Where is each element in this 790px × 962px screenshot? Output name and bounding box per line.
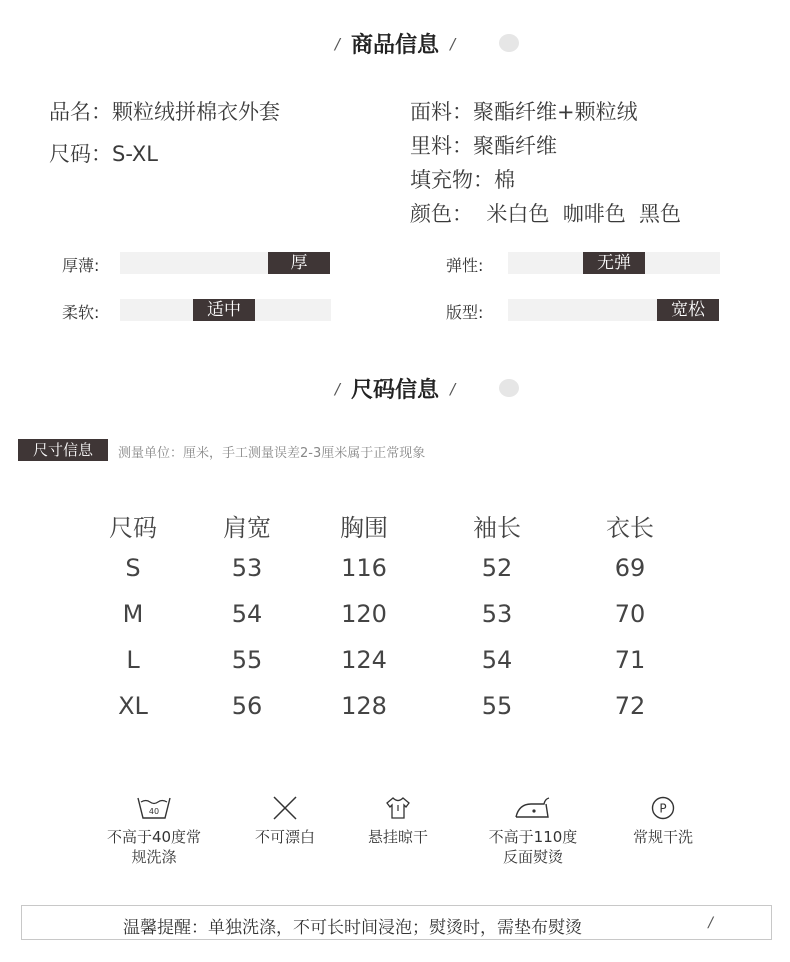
care-iron — [478, 795, 588, 867]
iron-label-line2: 反面熨烫 — [502, 848, 563, 866]
iron-label-line1: 不高于110度 — [488, 828, 578, 846]
table-cell: 69 — [614, 554, 646, 582]
table-header-row — [0, 508, 790, 554]
fit-label: 版型: — [446, 303, 484, 322]
table-row — [0, 646, 790, 692]
softness-label: 柔软: — [62, 303, 100, 322]
care-dry-clean — [622, 795, 704, 847]
reminder-box — [21, 905, 772, 940]
table-cell: 124 — [341, 646, 387, 674]
product-info-title — [0, 28, 790, 59]
table-row — [0, 600, 790, 646]
dry-clean-letter: P — [659, 801, 667, 816]
care-no-bleach — [245, 795, 325, 847]
no-bleach-label: 不可漂白 — [254, 828, 315, 846]
table-cell: 72 — [614, 692, 646, 720]
table-cell: 116 — [341, 554, 387, 582]
care-hang-dry — [358, 795, 438, 847]
elasticity-label: 弹性: — [446, 256, 484, 275]
elasticity-value: 无弹 — [583, 252, 645, 274]
table-cell: 54 — [231, 600, 263, 628]
table-cell: 52 — [481, 554, 513, 582]
table-cell: 54 — [481, 646, 513, 674]
product-fabric: 面料：聚酯纤维+颗粒绒 — [410, 100, 638, 124]
product-info-heading: 商品信息 — [350, 33, 439, 58]
table-row — [0, 692, 790, 738]
product-filling: 填充物：棉 — [410, 168, 515, 192]
size-info-heading: 尺码信息 — [350, 378, 439, 403]
no-bleach-icon — [271, 795, 299, 821]
table-cell: 53 — [231, 554, 263, 582]
thickness-bar — [120, 252, 330, 274]
table-cell: 71 — [614, 646, 646, 674]
product-lining: 里料：聚酯纤维 — [410, 134, 557, 158]
hang-dry-icon — [384, 795, 412, 821]
table-cell: 56 — [231, 692, 263, 720]
table-cell: M — [122, 600, 144, 628]
size-info-chip: 尺寸信息 — [18, 439, 108, 461]
table-cell: XL — [118, 692, 148, 720]
table-cell: 55 — [231, 646, 263, 674]
column-header: 袖长 — [473, 514, 521, 542]
wash-label-line2: 规洗涤 — [131, 848, 177, 866]
reminder-slash: / — [708, 915, 713, 931]
fit-value: 宽松 — [657, 299, 719, 321]
wash-40-icon — [136, 795, 172, 821]
iron-icon — [513, 795, 553, 821]
table-cell: 70 — [614, 600, 646, 628]
decor-dot — [499, 379, 519, 397]
fit-bar — [508, 299, 719, 321]
decor-dot — [499, 34, 519, 52]
thickness-label: 厚薄: — [62, 256, 100, 275]
column-header: 肩宽 — [223, 514, 271, 542]
title-slash-right: / — [450, 379, 456, 398]
column-header: 衣长 — [606, 514, 654, 542]
column-header: 胸围 — [340, 514, 388, 542]
dry-clean-icon — [650, 795, 676, 821]
measurement-note: 测量单位：厘米，手工测量误差2-3厘米属于正常现象 — [118, 446, 426, 461]
table-cell: 128 — [341, 692, 387, 720]
care-wash — [98, 795, 210, 867]
table-cell: 55 — [481, 692, 513, 720]
elasticity-bar — [508, 252, 720, 274]
hang-dry-label: 悬挂晾干 — [367, 828, 428, 846]
thickness-value: 厚 — [268, 252, 330, 274]
softness-value: 适中 — [193, 299, 255, 321]
reminder-text: 温馨提醒：单独洗涤，不可长时间浸泡；熨烫时，需垫布熨烫 — [123, 918, 582, 938]
softness-bar — [120, 299, 331, 321]
column-header: 尺码 — [109, 514, 157, 542]
wash-label-line1: 不高于40度常 — [106, 828, 202, 846]
product-color: 颜色： 米白色 咖啡色 黑色 — [410, 202, 682, 226]
title-slash-right: / — [450, 34, 456, 53]
table-cell: 53 — [481, 600, 513, 628]
dry-clean-label: 常规干洗 — [632, 828, 693, 846]
table-row — [0, 554, 790, 600]
product-size: 尺码：S-XL — [49, 142, 158, 166]
size-info-title — [0, 373, 790, 404]
product-name: 品名：颗粒绒拼棉衣外套 — [49, 100, 280, 124]
title-slash-left: / — [334, 34, 340, 53]
size-table — [0, 508, 790, 738]
table-cell: 120 — [341, 600, 387, 628]
wash-temp-text: 40 — [148, 807, 160, 816]
title-slash-left: / — [334, 379, 340, 398]
table-cell: L — [126, 646, 140, 674]
table-cell: S — [125, 554, 141, 582]
